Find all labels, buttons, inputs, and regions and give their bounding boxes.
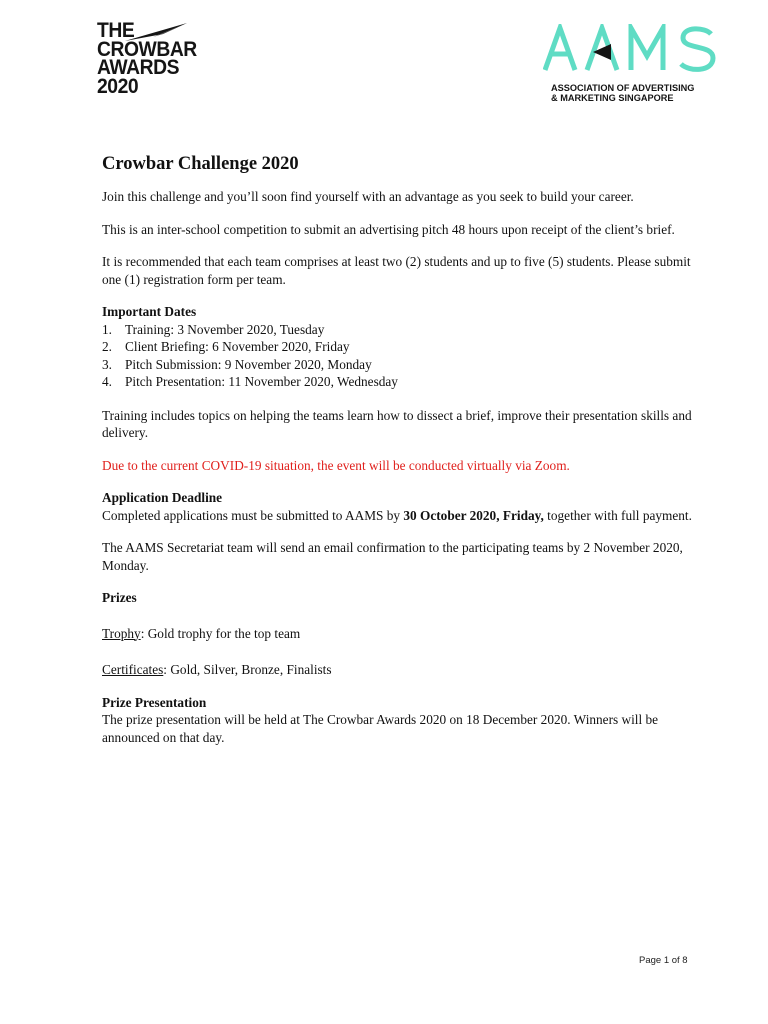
page-number: Page 1 of 8 (639, 955, 688, 966)
certificates-line (102, 661, 692, 679)
list-item-number: 1. (102, 321, 112, 337)
trophy-label: Trophy (102, 625, 141, 641)
list-item-number: 3. (102, 356, 112, 372)
list-item-number: 2. (102, 339, 112, 354)
training-paragraph: Training includes topics on helping the teams learn how to dissect a brief, improve their presentation skills and delivery. (102, 407, 692, 440)
prize-presentation-paragraph: The prize presentation will be held at The Crowbar Awards 2020 on 18 December 2020. Winners will be announced on that day. (102, 712, 659, 745)
certificates-label: Certificates (102, 662, 164, 677)
list-item-text: Training: 3 November 2020, Tuesday (125, 321, 325, 337)
prize-presentation-heading: Prize Presentation (102, 694, 207, 710)
crowbar-awards-logo (97, 19, 197, 104)
list-item (102, 356, 692, 374)
aams-logo (543, 24, 723, 114)
secretariat-paragraph: The AAMS Secretariat team will send an email confirmation to the participating teams by 2 November 2020, Monday. (102, 540, 683, 573)
aams-tagline-line: ASSOCIATION OF ADVERTISING (551, 83, 695, 93)
prizes-heading: Prizes (102, 590, 137, 605)
logo-line: 2020 (97, 74, 139, 98)
list-item-text: Client Briefing: 6 November 2020, Friday (125, 339, 350, 354)
important-dates-heading: Important Dates (102, 304, 197, 319)
deadline-text: Completed applications must be submitted to AAMS by (102, 507, 404, 523)
list-item-text: Pitch Submission: 9 November 2020, Monday (125, 356, 372, 372)
list-item-number: 4. (102, 374, 112, 389)
important-dates-list (102, 321, 692, 391)
page-title: Crowbar Challenge 2020 (102, 154, 299, 174)
certificates-text: : Gold, Silver, Bronze, Finalists (163, 662, 332, 677)
aams-wordmark (543, 24, 719, 74)
covid-notice: Due to the current COVID-19 situation, the event will be conducted virtually via Zoom. (102, 457, 570, 473)
logo-line: AWARDS (97, 56, 180, 79)
deadline-paragraph (102, 507, 692, 525)
competition-paragraph: This is an inter-school competition to submit an advertising pitch 48 hours upon receipt of the client’s brief. (102, 221, 675, 237)
spacer (102, 615, 692, 625)
deadline-text-end: together with full payment. (543, 507, 692, 523)
spacer (102, 607, 692, 615)
logo-line: THE (97, 19, 135, 42)
list-item (102, 338, 692, 356)
application-deadline-heading: Application Deadline (102, 490, 223, 505)
intro-paragraph: Join this challenge and you’ll soon find yourself with an advantage as you seek to build your career. (102, 189, 634, 204)
document-body (102, 152, 692, 761)
deadline-date: 30 October 2020, Friday, (403, 507, 544, 523)
list-item-text: Pitch Presentation: 11 November 2020, Wednesday (125, 374, 398, 389)
trophy-text: : Gold trophy for the top team (140, 625, 301, 641)
trophy-line (102, 625, 692, 643)
logo-line: CROWBAR (97, 37, 197, 61)
team-paragraph: It is recommended that each team comprises at least two (2) students and up to five (5) students. Please submit one (1) registration form per team. (102, 254, 691, 287)
aams-tagline (551, 83, 694, 103)
list-item (102, 321, 692, 339)
list-item (102, 373, 692, 391)
aams-tagline-line: & MARKETING SINGAPORE (551, 93, 674, 103)
